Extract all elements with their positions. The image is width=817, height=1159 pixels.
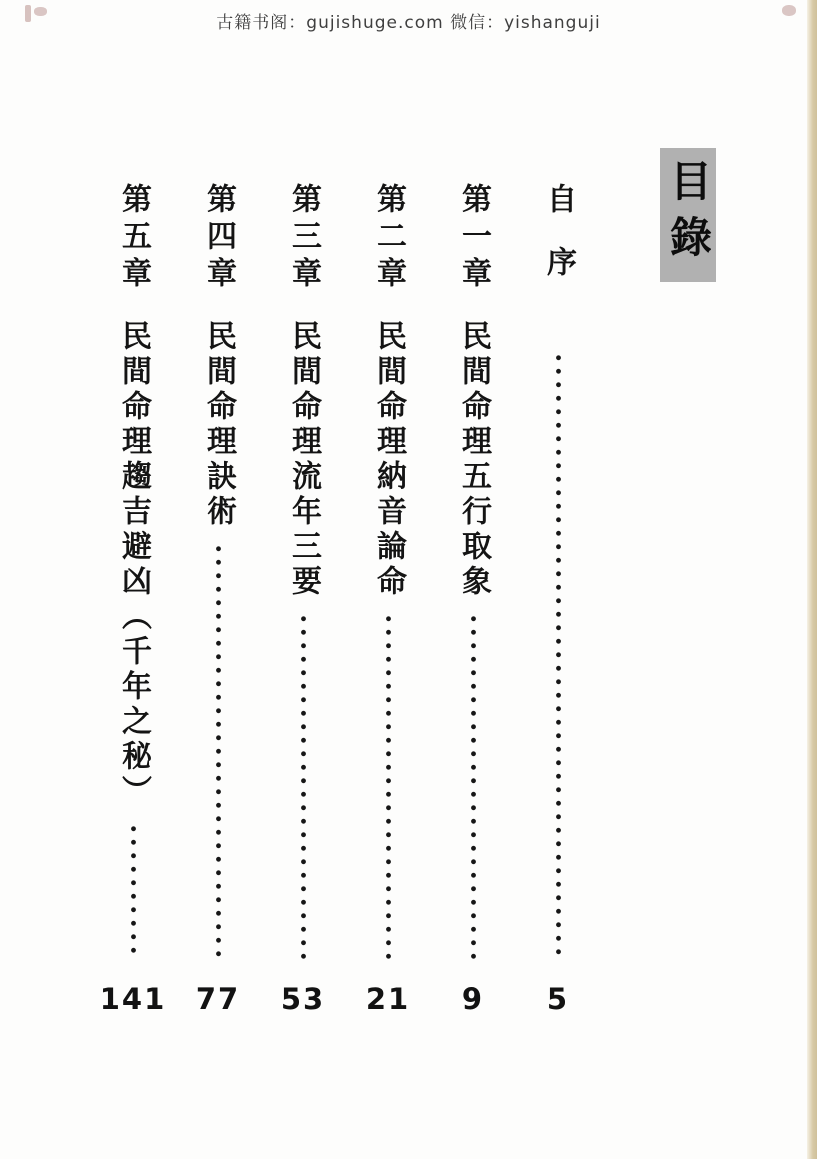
page-number-chapter-4: 77 [195,982,241,1016]
leader-dots [556,351,561,960]
toc-entry-label: 第四章 [201,183,236,294]
toc-entry-chapter-4 [196,183,240,960]
toc-entry-label: 第三章 [286,183,321,294]
page-number-chapter-1: 9 [461,982,485,1016]
toc-entry-title: 民間命理流年三要 [286,320,321,600]
toc-entry-title: 民間命理五行取象 [456,320,491,600]
leader-dots [471,612,476,960]
toc-entry-chapter-2 [366,183,410,960]
watermark-header: 古籍书阁：gujishuge.com 微信：yishanguji [216,13,601,33]
leader-dots [216,542,221,960]
page-number-chapter-3: 53 [280,982,326,1016]
page-number-preface: 5 [546,982,570,1016]
toc-entry-label: 第二章 [371,183,406,294]
toc-entry-preface [536,183,580,960]
page-title: 目錄 [664,159,713,271]
book-edge-strip [807,0,817,1159]
page-number-chapter-2: 21 [365,982,411,1016]
scan-stamp-mark-left-bar [25,5,31,22]
page-number-chapter-5: 141 [99,982,167,1016]
toc-entry-chapter-1 [451,183,495,960]
toc-entry-label: 自序 [541,183,576,309]
scan-stamp-mark-left-blob [34,7,47,16]
leader-dots [301,612,306,960]
toc-entry-label: 第一章 [456,183,491,294]
toc-entry-title: 民間命理納音論命 [371,320,406,600]
toc-entry-chapter-5 [111,183,155,960]
toc-entry-chapter-3 [281,183,325,960]
scan-stamp-mark-right [782,5,796,16]
toc-title-box [660,148,716,282]
toc-entry-label: 第五章 [116,183,151,294]
toc-entry-title: 民間命理趨吉避凶（千年之秘） [116,320,151,810]
leader-dots [131,822,136,960]
toc-entry-title: 民間命理訣術 [201,320,236,530]
leader-dots [386,612,391,960]
